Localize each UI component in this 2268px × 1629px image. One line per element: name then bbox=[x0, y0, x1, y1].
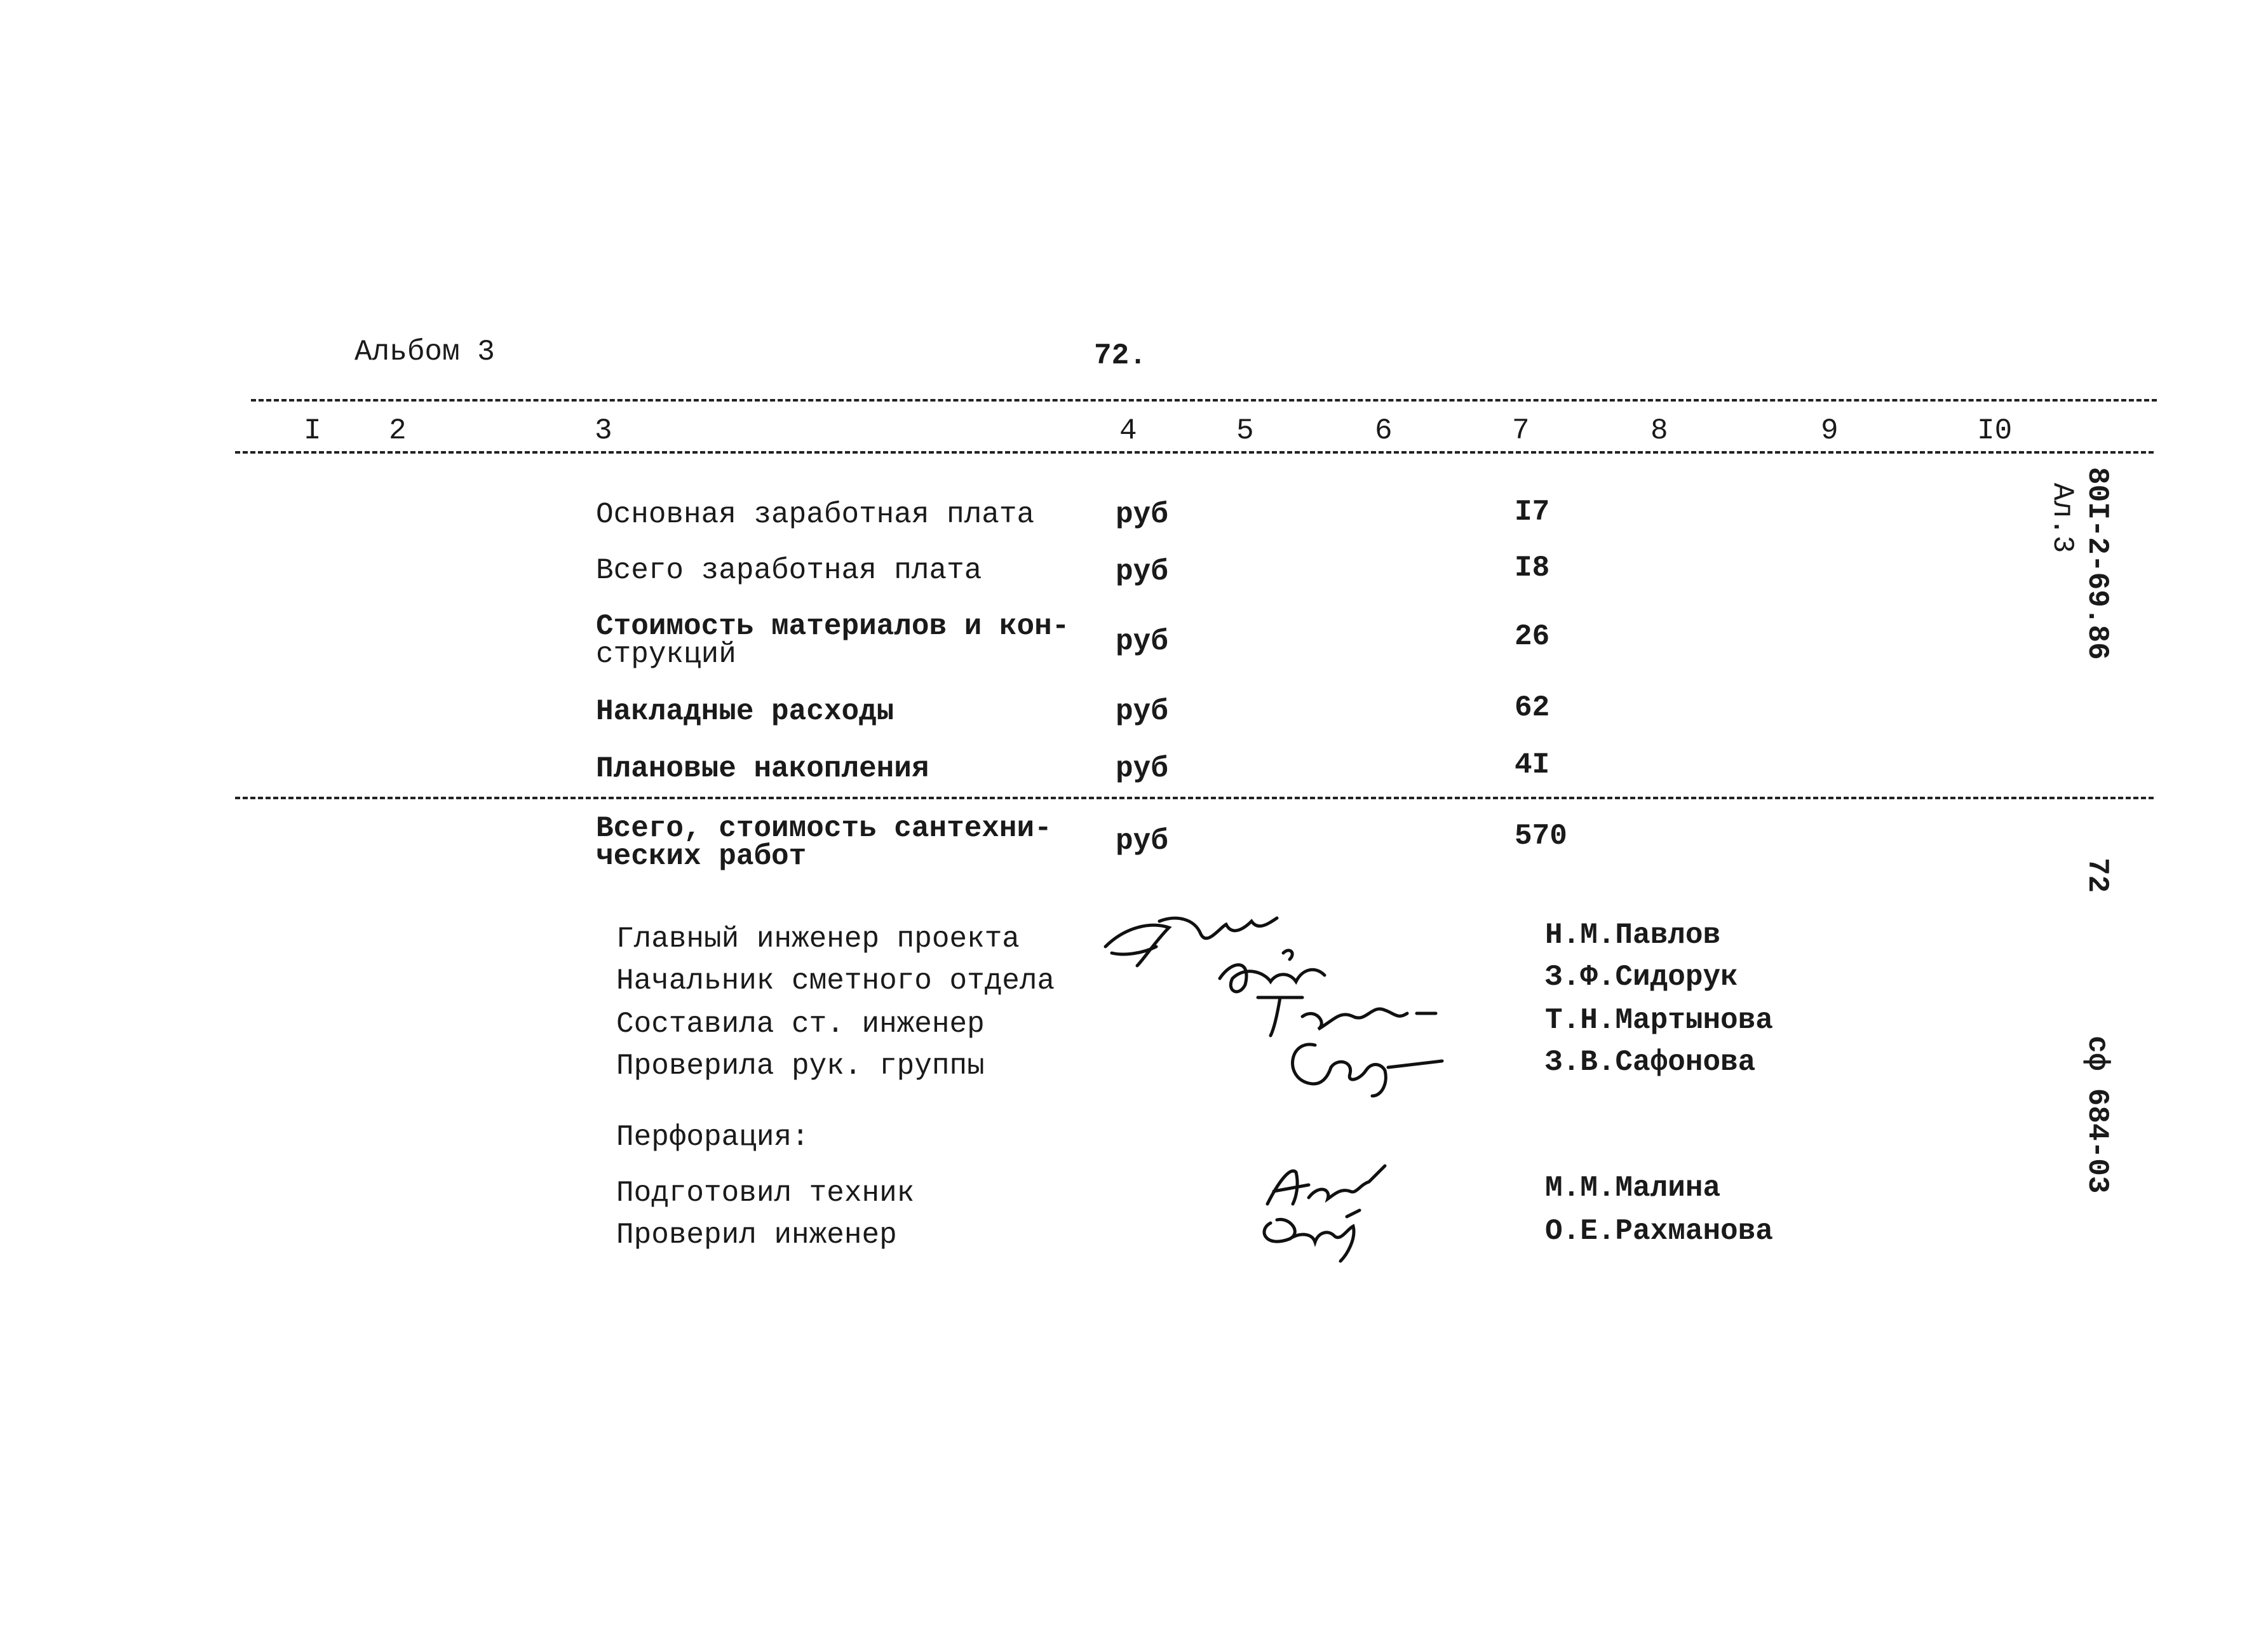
row-unit: руб bbox=[1116, 695, 1168, 728]
row-value: 26 bbox=[1515, 620, 1550, 653]
column-header: 6 bbox=[1375, 414, 1393, 447]
row-value: I8 bbox=[1515, 551, 1550, 585]
page-number: 72. bbox=[1094, 339, 1147, 372]
total-unit: руб bbox=[1116, 825, 1168, 858]
column-header: 4 bbox=[1119, 414, 1137, 447]
perforation-name: О.Е.Рахманова bbox=[1545, 1215, 1773, 1248]
signatory-name: Т.Н.Мартынова bbox=[1545, 1004, 1773, 1037]
row-name-line1: Стоимость материалов и кон- bbox=[596, 610, 1070, 643]
total-rule bbox=[235, 797, 2154, 799]
signature-rakhmanova bbox=[1252, 1204, 1379, 1271]
row-unit: руб bbox=[1116, 625, 1168, 658]
column-header: 5 bbox=[1236, 414, 1254, 447]
margin-archive-code: сф 684-03 bbox=[2081, 1036, 2114, 1194]
album-label: Альбом 3 bbox=[354, 335, 495, 368]
column-header: I0 bbox=[1977, 414, 2013, 447]
column-header: 8 bbox=[1650, 414, 1668, 447]
row-unit: руб bbox=[1116, 752, 1168, 785]
total-value: 570 bbox=[1515, 820, 1567, 853]
header-top-rule bbox=[251, 399, 2157, 402]
column-header: 7 bbox=[1512, 414, 1530, 447]
total-name-line2: ческих работ bbox=[596, 840, 807, 873]
signatory-name: Н.М.Павлов bbox=[1545, 919, 1721, 952]
header-bottom-rule bbox=[235, 451, 2154, 454]
column-header: 2 bbox=[389, 414, 407, 447]
row-name-line2: струкций bbox=[596, 638, 736, 671]
margin-doc-code: 80I-2-69.86 bbox=[2081, 467, 2114, 660]
row-name: Накладные расходы bbox=[596, 695, 894, 728]
perforation-name: М.М.Малина bbox=[1545, 1172, 1721, 1205]
row-unit: руб bbox=[1116, 555, 1168, 588]
signatory-name: З.В.Сафонова bbox=[1545, 1046, 1756, 1079]
row-value: I7 bbox=[1515, 496, 1550, 529]
signatory-role: Составила ст. инженер bbox=[616, 1008, 985, 1041]
signatory-role: Начальник сметного отдела bbox=[616, 964, 1055, 997]
margin-page: 72 bbox=[2081, 858, 2114, 893]
perforation-role: Проверил инженер bbox=[616, 1219, 897, 1252]
signature-safonova bbox=[1277, 1032, 1455, 1105]
perforation-heading: Перфорация: bbox=[616, 1121, 809, 1154]
column-header: I bbox=[304, 414, 321, 447]
row-name: Всего заработная плата bbox=[596, 554, 982, 587]
row-value: 4I bbox=[1515, 748, 1550, 781]
row-name: Основная заработная плата bbox=[596, 498, 1035, 531]
signatory-role: Главный инженер проекта bbox=[616, 923, 1020, 956]
row-name: Плановые накопления bbox=[596, 752, 929, 785]
column-header: 3 bbox=[595, 414, 612, 447]
column-header: 9 bbox=[1821, 414, 1839, 447]
row-unit: руб bbox=[1116, 498, 1168, 531]
perforation-role: Подготовил техник bbox=[616, 1177, 915, 1210]
row-value: 62 bbox=[1515, 691, 1550, 724]
signatory-name: З.Ф.Сидорук bbox=[1545, 961, 1738, 994]
signatory-role: Проверила рук. группы bbox=[616, 1050, 985, 1083]
margin-album-ref: Ал.3 bbox=[2046, 483, 2079, 553]
total-name-line1: Всего, стоимость сантехни- bbox=[596, 812, 1052, 845]
